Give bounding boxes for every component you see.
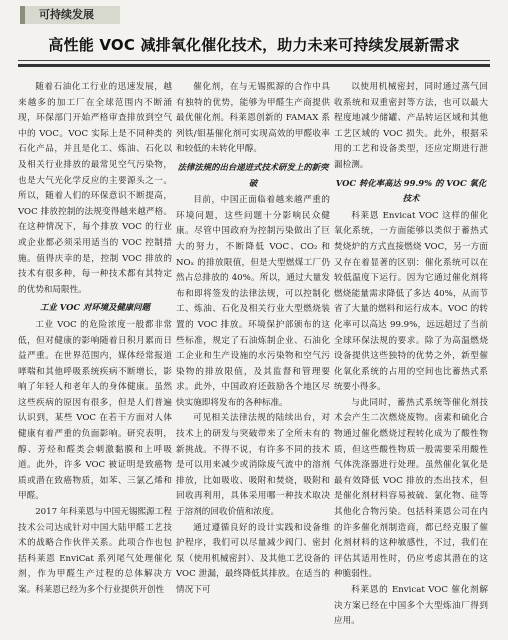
header-rule-thick (18, 64, 490, 67)
paragraph: 2017 年科莱恩与中国无锡熙源工程技术公司达成针对中国大陆甲醛工艺技术的战略合作伙伴关系。此项合作也包括科莱恩 EnviCat 系列尾气处理催化剂，作为甲醛生产过程的总体解决方案。科莱恩已经为多个行业提供开创性 (18, 507, 172, 595)
paragraph: 科莱恩的 Envicat VOC 催化剂解决方案已经在中国多个大型炼油厂得到应用。 (334, 585, 488, 627)
section-heading: 法律法规的出台递进式技术研发上的新突破 (177, 161, 329, 188)
paragraph: 通过遵循良好的设计实践和设备维护程序，我们可以尽量减少阀门、密封泵（使用机械密封）、及其他工艺设备的 VOC 泄漏，最终降低其排放。在适当的情况下可 (176, 522, 330, 595)
paragraph: 与此同时，蓄热式系统等催化剂技术会产生二次燃烧废物。卤素和硫化合物通过催化燃烧过程转化成为了酸性物质，但这些酸性物质一般需要采用酸性气体洗涤器进行处理。虽然催化氧化是最有效降低 VOC 排放的杰出技术，但是催化剂材料容易被硫、氯化物、硅等其他化合物污染。包括科莱恩公司在内的许多催化剂制造商，都已经克服了催化剂材料的这种敏感性，不过，我们在评估其适用性时，仍应考虑其潜在的这种脆弱性。 (334, 397, 488, 580)
paragraph: 以使用机械密封，同时通过蒸气回收系统和双重密封等方法，也可以最大程度地减少储罐、产品转运区域和其他工艺区域的 VOC 损失。此外，根据采用的工艺和设备类型，还应定期进行泄漏检测。 (334, 82, 488, 170)
section-heading: 工业 VOC 对环境及健康问题 (40, 302, 150, 313)
section-tag: 可持续发展 (20, 6, 120, 24)
section-heading: VOC 转化率高达 99.9% 的 VOC 氧化技术 (335, 177, 487, 204)
paragraph: 可见相关法律法规的陆续出台，对技术上的研发与突破带来了全所未有的新挑战。不得不说，有许多不同的技术是可以用来减少或消除废气流中的溶剂排放，比如吸收、吸附和焚烧，吸附和回收再利用，具体采用哪一种技术取决于溶剂的回收价值和浓度。 (176, 413, 330, 518)
paragraph: 工业 VOC 的危险浓度一般都非常低，但对健康的影响随着日积月累而日益严重。在世界范围内，媒体经常报道哮喘和其他呼吸系统疾病不断增长，影响了年轻人和老年人的身体健康。虽然这些疾病的原因有很多，但是人们普遍认识到，某些 VOC 在若干方面对人体健康有着严重的负面影响。研究表明，醇、芳烃和醛类会刺激黏膜和上呼吸道。此外，许多 VOC 被证明是致癌物质或潜在致癌物质，如苯、三氯乙烯和甲醛。 (18, 319, 172, 502)
paragraph: 科莱恩 Envicat VOC 这样的催化氧化系统，一方面能够以类似于蓄热式焚烧炉的方式直接燃烧 VOC，另一方面又存在着显著的区别：催化系统可以在较低温度下运行。因为它通过催化剂将燃烧能量需求降低了多达 40%，从而节省了大量的燃料和运行成本。VOC 的转化率可以高达 99.9%，远远超过了当前全球环保法规的要求。除了为高温燃烧设备提供这些独特的优势之外，新型催化氧化系统的占用的空间也比蓄热式系统要小得多。 (334, 210, 488, 393)
paragraph: 目前，中国正面临着越来越严重的环境问题，这些问题十分影响民众健康。尽管中国政府为控制污染做出了巨大的努力，不断降低 VOC、CO₂ 和 NOₓ 的排放限值，但是大型燃煤工厂仍然占总排放的 40%。所以，通过大量发布和即将签发的法律法规，可以控制化工、炼油、石化及相关行业大型燃烧装置的 VOC 排放。环境保护部颁布的这些标准，规定了石油炼制企业、石油化工企业和生产设施的水污染物和空气污染物的排放限值，及其监督和管理要求。此外，中国政府还鼓励各个地区尽快实施即将发布的各种标准。 (176, 195, 330, 408)
paragraph: 催化剂，在与无锡熙源的合作中具有独特的优势，能够为甲醛生产商提供最优催化剂。科莱恩创新的 FAMAX 系列铁/钼基催化剂可实现高效的甲醛收率和较低的未转化甲醇。 (176, 82, 330, 155)
article-column-2 (176, 80, 330, 632)
article-column-3 (334, 80, 488, 632)
article-column-1 (18, 80, 172, 632)
header-rule (18, 60, 490, 61)
headline: 高性能 VOC 减排氧化催化技术，助力未来可持续发展新需求 (48, 36, 460, 54)
paragraph: 随着石油化工行业的迅速发展，越来越多的加工厂在全球范围内不断涌现，环保部门开始严格审查排放到空气中的 VOC。VOC 实际上是不同种类的石化产品，并且是化工、炼油、石化以及相关行业排放的最常见空气污染物，也是大气光化学反应的主要源头之一。所以，随着人们的环保意识不断提高，VOC 排放控制的法规变得越来越严格。在这种情况下，每个排放 VOC 的行业或企业都必须采用适当的 VOC 控制措施。值得庆幸的是，控制 VOC 排放的技术有很多种，每一种技术都有其特定的优势和局限性。 (18, 82, 172, 295)
